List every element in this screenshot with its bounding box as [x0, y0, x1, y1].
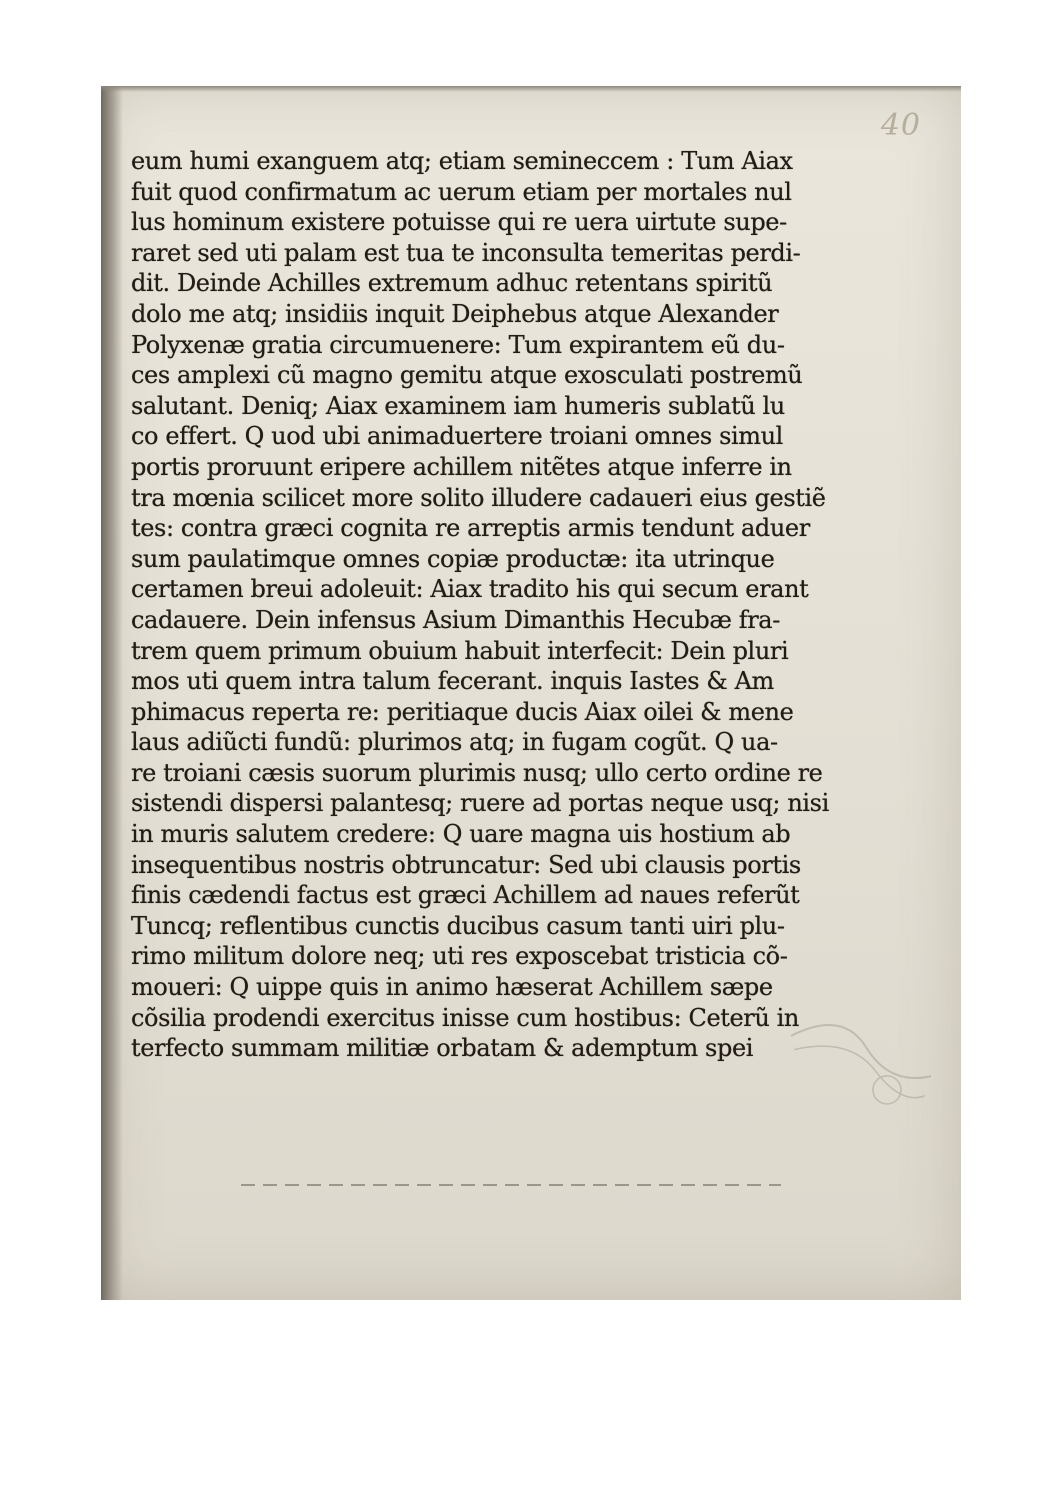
text-line: salutant. Deniq; Aiax examinem iam humeris sublatũ lu — [131, 391, 785, 420]
text-line: tes: contra græci cognita re arreptis armis tendunt aduer — [131, 514, 810, 543]
text-line: eum humi exanguem atq; etiam semineccem : Tum Aiax — [131, 147, 793, 175]
text-line: cadauere. Dein infensus Asium Dimanthis Hecubæ fra- — [131, 605, 780, 634]
manuscript-page — [101, 86, 961, 1300]
text-line: sistendi dispersi palantesq; ruere ad portas neque usq; nisi — [131, 789, 829, 818]
text-line: mos uti quem intra talum fecerant. inquis Iastes & Am — [131, 667, 774, 696]
text-block — [131, 146, 831, 1064]
text-line: moueri: Q uippe quis in animo hæserat Achillem sæpe — [131, 973, 773, 1002]
text-line: cõsilia prodendi exercitus inisse cum hostibus: Ceterũ in — [131, 1003, 799, 1032]
text-line: terfecto summam militiæ orbatam & ademptum spei — [131, 1034, 754, 1063]
text-line: dolo me atq; insidiis inquit Deiphebus atque Alexander — [131, 299, 779, 328]
text-line: rimo militum dolore neq; uti res exposcebat tristicia cõ- — [131, 942, 788, 971]
text-line: certamen breui adoleuit: Aiax tradito his qui secum erant — [131, 575, 809, 604]
text-line: phimacus reperta re: peritiaque ducis Aiax oilei & mene — [131, 697, 794, 726]
text-line: co effert. Q uod ubi animaduertere troiani omnes simul — [131, 422, 783, 451]
text-line: re troiani cæsis suorum plurimis nusq; ullo certo ordine re — [131, 758, 823, 787]
text-line: sum paulatimque omnes copiæ productæ: ita utrinque — [131, 544, 775, 573]
text-line: laus adiũcti fundũ: plurimos atq; in fugam cogũt. Q ua- — [131, 728, 778, 757]
text-line: Polyxenæ gratia circumuenere: Tum expirantem eũ du- — [131, 330, 785, 359]
text-line: in muris salutem credere: Q uare magna uis hostium ab — [131, 820, 791, 849]
text-line: lus hominum existere potuisse qui re uera uirtute supe- — [131, 208, 787, 237]
text-line: fuit quod confirmatum ac uerum etiam per mortales nul — [131, 177, 792, 206]
text-line: Tuncq; reflentibus cunctis ducibus casum tanti uiri plu- — [131, 911, 785, 940]
text-line: insequentibus nostris obtruncatur: Sed ubi clausis portis — [131, 850, 801, 879]
cropped-line-remnant — [241, 1184, 781, 1186]
text-line: portis proruunt eripere achillem nitẽtes atque inferre in — [131, 452, 792, 481]
text-line: ces amplexi cũ magno gemitu atque exosculati postremũ — [131, 361, 803, 390]
text-line: dit. Deinde Achilles extremum adhuc retentans spiritũ — [131, 269, 773, 298]
folio-number: 40 — [880, 108, 921, 143]
binding-shadow — [101, 86, 123, 1300]
text-line: raret sed uti palam est tua te inconsulta temeritas perdi- — [131, 238, 801, 267]
text-line: finis cædendi factus est græci Achillem ad naues referũt — [131, 881, 800, 910]
library-stamp-watermark — [772, 980, 950, 1133]
text-line: tra mœnia scilicet more solito illudere cadaueri eius gestiẽ — [131, 483, 826, 512]
text-line: trem quem primum obuium habuit interfecit: Dein pluri — [131, 636, 789, 665]
page-top-edge — [101, 86, 961, 92]
